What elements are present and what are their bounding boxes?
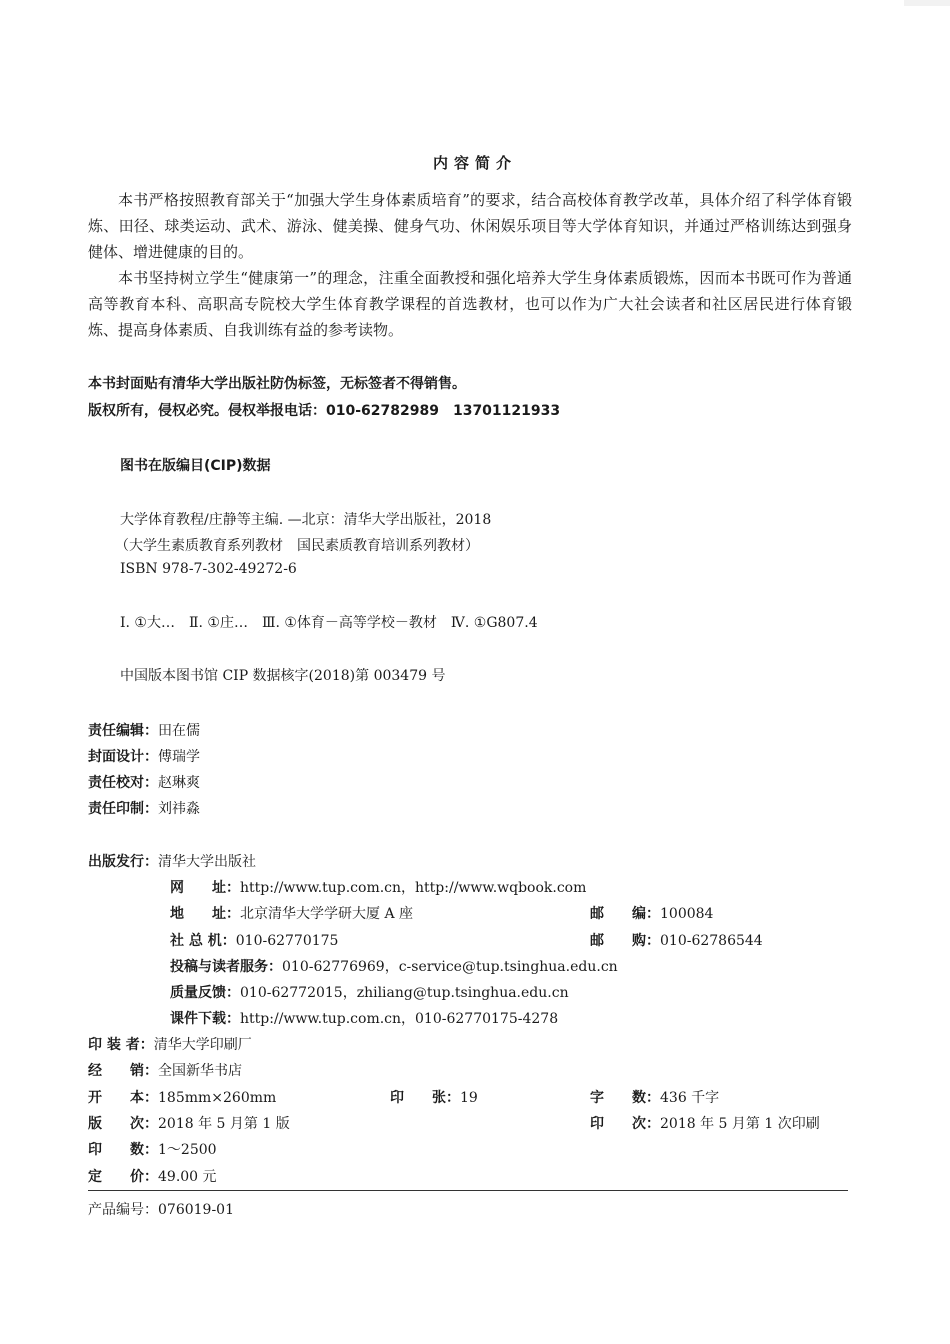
summary-title: 内容简介 — [432, 154, 517, 172]
word-count-value: 436 千字 — [660, 1090, 720, 1106]
cip-heading: 图书在版编目(CIP)数据 — [120, 458, 271, 474]
publisher-row — [88, 851, 256, 871]
impression-row — [590, 1113, 820, 1133]
mail-order-value: 010-62786544 — [660, 933, 763, 949]
switchboard-row — [170, 930, 338, 950]
staff-value: 田在儒 — [158, 723, 200, 739]
word-count-label: 字 数： — [590, 1090, 660, 1106]
cip-series: （大学生素质教育系列教材 国民素质教育培训系列教材） — [115, 538, 479, 554]
reader-service-value: 010-62776969，c-service@tup.tsinghua.edu.cn — [282, 959, 618, 975]
product-code-row — [88, 1199, 234, 1219]
website-value: http://www.tup.com.cn，http://www.wqbook.com — [240, 880, 587, 896]
price-row — [88, 1166, 217, 1186]
edition-row — [88, 1113, 290, 1133]
staff-label: 责任编辑： — [88, 723, 158, 739]
address-row — [170, 903, 413, 923]
divider-line — [88, 1190, 848, 1191]
copyright-notice: 版权所有，侵权必究。侵权举报电话：010-62782989 13701121933 — [88, 403, 561, 419]
quality-feedback-row — [170, 982, 569, 1002]
printer-label: 印 装 者： — [88, 1037, 154, 1053]
distributor-value: 全国新华书店 — [158, 1063, 242, 1079]
staff-row — [88, 746, 200, 766]
cip-entry: 大学体育教程/庄静等主编. —北京：清华大学出版社，2018 — [120, 512, 492, 528]
format-label: 开 本： — [88, 1090, 158, 1106]
price-value: 49.00 元 — [158, 1169, 217, 1185]
website-row — [170, 877, 586, 897]
format-row — [88, 1087, 276, 1107]
cip-record-number: 中国版本图书馆 CIP 数据核字(2018)第 003479 号 — [120, 668, 446, 684]
address-label: 地 址： — [170, 906, 240, 922]
courseware-value: http://www.tup.com.cn，010-62770175-4278 — [240, 1011, 559, 1027]
printer-value: 清华大学印刷厂 — [153, 1037, 252, 1053]
reader-service-label: 投稿与读者服务： — [170, 959, 282, 975]
impression-value: 2018 年 5 月第 1 次印刷 — [660, 1116, 820, 1132]
scan-edge-mark — [904, 0, 950, 6]
publisher-name: 清华大学出版社 — [158, 854, 256, 870]
zip-row — [590, 903, 713, 923]
website-label: 网 址： — [170, 880, 240, 896]
product-code-value: 076019-01 — [158, 1202, 234, 1218]
sheets-label: 印 张： — [390, 1090, 460, 1106]
impression-label: 印 次： — [590, 1116, 660, 1132]
print-run-label: 印 数： — [88, 1142, 158, 1158]
staff-value: 赵琳爽 — [158, 775, 200, 791]
staff-value: 刘祎淼 — [158, 801, 200, 817]
courseware-label: 课件下载： — [170, 1011, 240, 1027]
switchboard-label: 社 总 机： — [170, 933, 236, 949]
staff-row — [88, 772, 200, 792]
staff-label: 封面设计： — [88, 749, 158, 765]
price-label: 定 价： — [88, 1169, 158, 1185]
staff-label: 责任校对： — [88, 775, 158, 791]
sheets-row — [390, 1087, 478, 1107]
publisher-label: 出版发行： — [88, 854, 158, 870]
distributor-label: 经 销： — [88, 1063, 158, 1079]
staff-label: 责任印制： — [88, 801, 158, 817]
anti-counterfeit-notice: 本书封面贴有清华大学出版社防伪标签，无标签者不得销售。 — [88, 376, 466, 392]
address-value: 北京清华大学学研大厦 A 座 — [240, 906, 414, 922]
sheets-value: 19 — [460, 1090, 478, 1106]
quality-feedback-label: 质量反馈： — [170, 985, 240, 1001]
summary-paragraph-1: 本书严格按照教育部关于“加强大学生身体素质培育”的要求，结合高校体育教学改革，具体介绍了科学体育锻炼、田径、球类运动、武术、游泳、健美操、健身气功、休闲娱乐项目等大学体育知识，并通过严格训练达到强身健体、增进健康的目的。 — [88, 191, 852, 261]
staff-row — [88, 720, 200, 740]
print-run-value: 1～2500 — [158, 1142, 217, 1158]
switchboard-value: 010-62770175 — [235, 933, 339, 949]
product-code-label: 产品编号： — [88, 1202, 158, 1218]
word-count-row — [590, 1087, 719, 1107]
courseware-row — [170, 1008, 558, 1028]
zip-label: 邮 编： — [590, 906, 660, 922]
distributor-row — [88, 1060, 242, 1080]
cip-classification: Ⅰ. ①大… Ⅱ. ①庄… Ⅲ. ①体育－高等学校－教材 Ⅳ. ①G807.4 — [120, 615, 538, 631]
cip-isbn: ISBN 978-7-302-49272-6 — [120, 561, 297, 577]
quality-feedback-value: 010-62772015，zhiliang@tup.tsinghua.edu.cn — [240, 985, 569, 1001]
mail-order-label: 邮 购： — [590, 933, 660, 949]
print-run-row — [88, 1139, 217, 1159]
printer-row — [88, 1034, 252, 1054]
summary-paragraph-2: 本书坚持树立学生“健康第一”的理念，注重全面教授和强化培养大学生身体素质锻炼，因而本书既可作为普通高等教育本科、高职高专院校大学生体育教学课程的首选教材，也可以作为广大社会读者和社区居民进行体育锻炼、提高身体素质、自我训练有益的参考读物。 — [88, 269, 852, 339]
staff-value: 傅瑞学 — [158, 749, 200, 765]
edition-value: 2018 年 5 月第 1 版 — [158, 1116, 290, 1132]
zip-value: 100084 — [660, 906, 714, 922]
reader-service-row — [170, 956, 618, 976]
format-value: 185mm×260mm — [158, 1090, 277, 1106]
edition-label: 版 次： — [88, 1116, 158, 1132]
staff-row — [88, 798, 200, 818]
mail-order-row — [590, 930, 763, 950]
